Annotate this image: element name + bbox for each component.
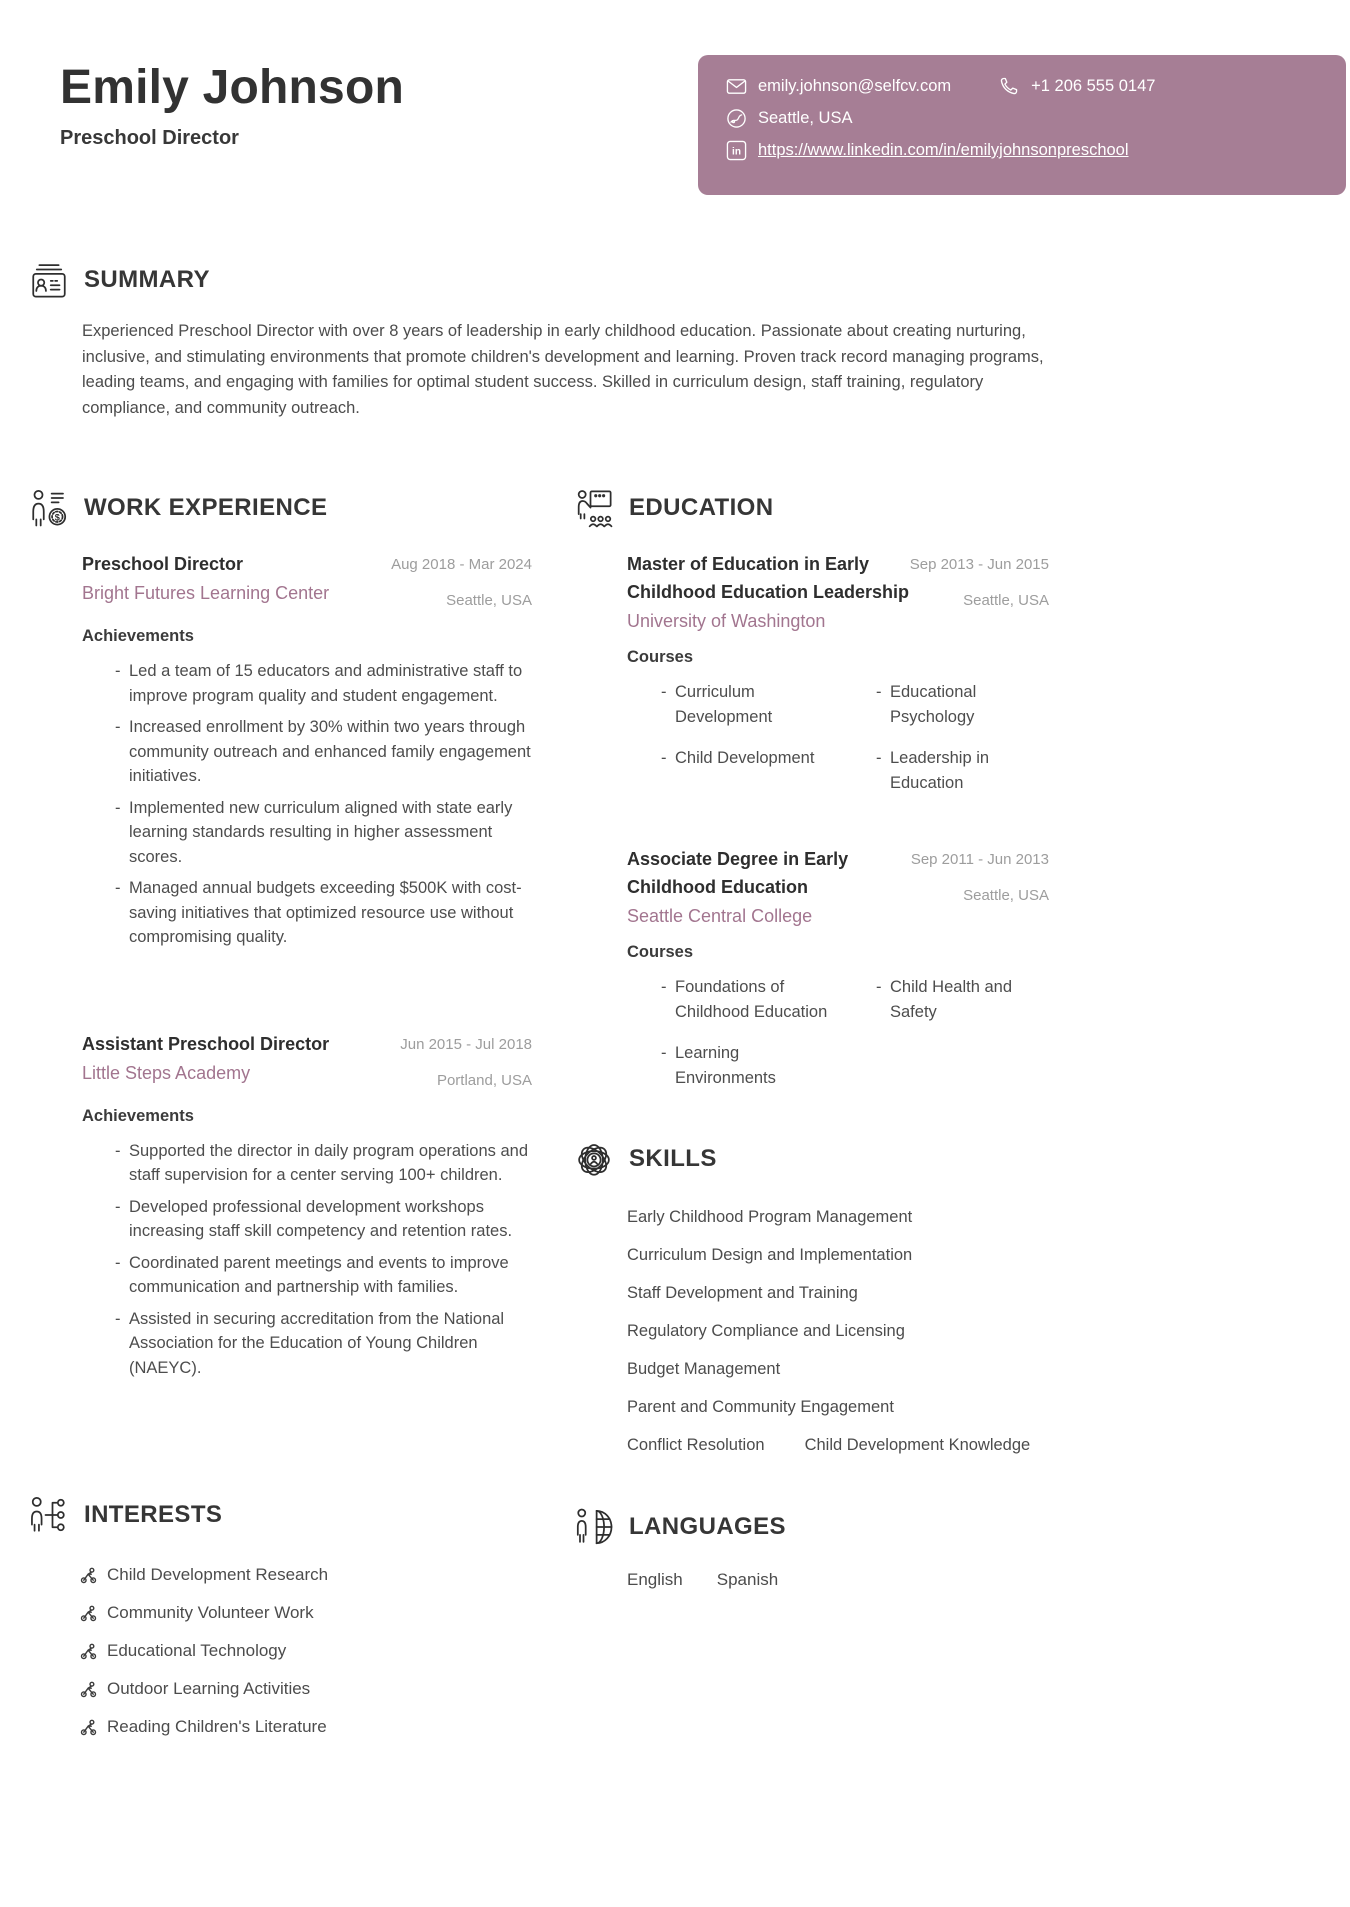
achievements-label: Achievements bbox=[82, 627, 194, 645]
school-name: University of Washington bbox=[627, 611, 826, 631]
skills-icon bbox=[573, 1136, 615, 1182]
bullet-dash: - bbox=[876, 978, 882, 996]
achievement-item: - Implemented new curriculum aligned with state early learning standards resulting in higher assessment scores. bbox=[115, 796, 532, 870]
bullet-dash: - bbox=[661, 749, 667, 767]
skill-item: Early Childhood Program Management bbox=[627, 1207, 913, 1226]
skill-line bbox=[627, 1426, 1049, 1464]
svg-text:in: in bbox=[732, 146, 741, 158]
skill-line bbox=[627, 1388, 1049, 1426]
jobs-list bbox=[82, 550, 532, 1380]
course-item: - Leadership in Education bbox=[876, 746, 1050, 795]
education-header bbox=[627, 550, 1049, 632]
bullet-dash: - bbox=[661, 978, 667, 996]
achievement-item: - Supported the director in daily program operations and staff supervision for a center serving 100+ children. bbox=[115, 1139, 532, 1188]
mail-icon bbox=[726, 76, 747, 97]
skill-line bbox=[627, 1236, 1049, 1274]
contact-row-2 bbox=[726, 108, 1326, 129]
skills-list bbox=[627, 1198, 1049, 1464]
achievement-item: - Developed professional development workshops increasing staff skill competency and retention rates. bbox=[115, 1195, 532, 1244]
globe-icon bbox=[726, 108, 747, 129]
language-item: Spanish bbox=[716, 1570, 779, 1589]
job-header bbox=[82, 550, 532, 611]
skill-item: Child Development Knowledge bbox=[804, 1435, 1031, 1454]
skills-heading: SKILLS bbox=[629, 1145, 717, 1172]
interest-item bbox=[80, 1594, 532, 1632]
main-content bbox=[0, 257, 1350, 1746]
interest-label: Reading Children's Literature bbox=[107, 1717, 327, 1736]
education-location: Seattle, USA bbox=[963, 887, 1049, 904]
summary-text: Experienced Preschool Director with over 8 years of leadership in early childhood education. Passionate about creating nurturing, inclusive, and stimulating environments that promote children's development and learning. Proven track record managing programs, leading teams, and engaging with families for optimal student success. Skilled in curriculum design, staff training, regulatory compliance, and community outreach. bbox=[82, 322, 1044, 417]
job-dates: Aug 2018 - Mar 2024 bbox=[391, 556, 532, 573]
person-name: Emily Johnson bbox=[60, 61, 404, 114]
languages-section bbox=[573, 1504, 1049, 1590]
course-item: - Foundations of Childhood Education bbox=[661, 975, 835, 1024]
interests-icon bbox=[28, 1492, 70, 1538]
interest-item bbox=[80, 1556, 532, 1594]
contact-email-item bbox=[726, 76, 951, 97]
education-heading: EDUCATION bbox=[629, 494, 774, 521]
job-header bbox=[82, 1030, 532, 1091]
identity-block bbox=[60, 55, 404, 150]
course-item: - Curriculum Development bbox=[661, 680, 835, 729]
contact-card bbox=[698, 55, 1346, 195]
interest-label: Child Development Research bbox=[107, 1565, 329, 1584]
interest-bullet-icon bbox=[80, 1643, 97, 1660]
job-entry bbox=[82, 550, 532, 950]
school-name: Seattle Central College bbox=[627, 906, 813, 926]
interest-bullet-icon bbox=[80, 1719, 97, 1736]
summary-icon bbox=[28, 257, 70, 303]
course-row bbox=[661, 746, 1049, 795]
interest-label: Educational Technology bbox=[107, 1641, 287, 1660]
course-item: - Educational Psychology bbox=[876, 680, 1050, 729]
bullet-dash: - bbox=[115, 1309, 121, 1328]
work-heading-row bbox=[28, 485, 532, 531]
achievement-item: - Coordinated parent meetings and events to improve communication and partnership with families. bbox=[115, 1251, 532, 1300]
course-row bbox=[661, 1041, 1049, 1090]
course-row bbox=[661, 680, 1049, 729]
skill-line bbox=[627, 1350, 1049, 1388]
bullet-dash: - bbox=[115, 879, 121, 897]
degree-title: Master of Education in Early Childhood Education Leadership bbox=[627, 554, 910, 602]
skill-item: Regulatory Compliance and Licensing bbox=[627, 1321, 905, 1340]
interest-bullet-icon bbox=[80, 1605, 97, 1622]
course-item: - Learning Environments bbox=[661, 1041, 835, 1090]
right-column bbox=[573, 485, 1049, 1590]
interest-item bbox=[80, 1670, 532, 1708]
contact-row-1 bbox=[726, 76, 1326, 97]
summary-section bbox=[28, 257, 1350, 421]
interest-bullet-icon bbox=[80, 1681, 97, 1698]
interest-label: Community Volunteer Work bbox=[107, 1603, 314, 1622]
bullet-dash: - bbox=[115, 1253, 121, 1272]
contact-phone-item bbox=[999, 76, 1155, 97]
interests-heading-row bbox=[28, 1492, 532, 1538]
job-location: Seattle, USA bbox=[446, 592, 532, 609]
education-entry bbox=[627, 845, 1049, 1090]
linkedin-icon bbox=[726, 140, 747, 161]
course-item: - Child Health and Safety bbox=[876, 975, 1050, 1024]
languages-heading: LANGUAGES bbox=[629, 1513, 786, 1540]
skill-item: Conflict Resolution bbox=[627, 1435, 765, 1454]
job-title: Assistant Preschool Director bbox=[82, 1033, 330, 1054]
bullet-dash: - bbox=[661, 1044, 667, 1062]
skill-item: Staff Development and Training bbox=[627, 1283, 858, 1302]
job-title: Preschool Director bbox=[82, 554, 244, 574]
contact-email: emily.johnson@selfcv.com bbox=[758, 77, 952, 95]
languages-list bbox=[627, 1570, 1049, 1590]
languages-heading-row bbox=[573, 1504, 1049, 1550]
summary-heading-row bbox=[28, 257, 1350, 303]
interest-item bbox=[80, 1708, 532, 1746]
skill-item: Parent and Community Engagement bbox=[627, 1397, 894, 1416]
education-icon bbox=[573, 485, 615, 531]
work-experience-section bbox=[28, 485, 532, 1380]
course-row bbox=[661, 975, 1049, 1024]
phone-icon bbox=[999, 76, 1020, 97]
contact-phone: +1 206 555 0147 bbox=[1031, 77, 1156, 95]
courses-label: Courses bbox=[627, 648, 694, 666]
bullet-dash: - bbox=[115, 718, 121, 736]
work-experience-icon bbox=[28, 485, 70, 531]
job-location: Portland, USA bbox=[436, 1071, 532, 1089]
achievement-item: - Led a team of 15 educators and administrative staff to improve program quality and student engagement. bbox=[115, 659, 532, 708]
skills-heading-row bbox=[573, 1136, 1049, 1182]
education-heading-row bbox=[573, 485, 1049, 531]
skill-item: Budget Management bbox=[627, 1359, 781, 1378]
education-dates: Sep 2011 - Jun 2013 bbox=[910, 851, 1049, 868]
contact-location-item bbox=[726, 108, 852, 129]
bullet-dash: - bbox=[115, 662, 121, 680]
education-dates: Sep 2013 - Jun 2015 bbox=[909, 556, 1049, 573]
person-title: Preschool Director bbox=[60, 127, 239, 150]
header bbox=[0, 0, 1350, 195]
bullet-dash: - bbox=[876, 749, 882, 767]
interest-item bbox=[80, 1632, 532, 1670]
summary-heading: SUMMARY bbox=[84, 266, 210, 293]
interest-label: Outdoor Learning Activities bbox=[107, 1679, 311, 1698]
education-list bbox=[627, 550, 1049, 1090]
bullet-dash: - bbox=[876, 683, 882, 701]
job-entry bbox=[82, 1030, 532, 1381]
skill-line bbox=[627, 1312, 1049, 1350]
job-dates: Jun 2015 - Jul 2018 bbox=[400, 1035, 532, 1053]
bullet-dash: - bbox=[115, 798, 121, 817]
achievement-item: - Assisted in securing accreditation from the National Association for the Education of Young Children (NAEYC). bbox=[115, 1307, 532, 1381]
job-company: Little Steps Academy bbox=[82, 1062, 251, 1083]
education-location: Seattle, USA bbox=[963, 592, 1049, 609]
interests-heading: INTERESTS bbox=[84, 1501, 223, 1528]
left-column bbox=[28, 485, 532, 1746]
achievements-list bbox=[115, 1139, 532, 1381]
skill-item: Curriculum Design and Implementation bbox=[627, 1245, 913, 1264]
svg-text:$: $ bbox=[54, 512, 60, 523]
work-heading: WORK EXPERIENCE bbox=[84, 494, 328, 521]
contact-location: Seattle, USA bbox=[758, 109, 853, 127]
interest-bullet-icon bbox=[80, 1567, 97, 1584]
achievements-label: Achievements bbox=[82, 1106, 194, 1125]
education-header bbox=[627, 845, 1049, 927]
skills-section bbox=[573, 1136, 1049, 1464]
skill-line bbox=[627, 1274, 1049, 1312]
education-section bbox=[573, 485, 1049, 1090]
bullet-dash: - bbox=[115, 1141, 121, 1160]
achievement-item: - Increased enrollment by 30% within two years through community outreach and enhanced family engagement initiatives. bbox=[115, 715, 532, 789]
language-item: English bbox=[627, 1570, 683, 1589]
interests-list bbox=[80, 1556, 532, 1746]
contact-linkedin-item bbox=[726, 140, 1129, 161]
languages-icon bbox=[573, 1504, 615, 1550]
linkedin-link[interactable]: https://www.linkedin.com/in/emilyjohnsonpreschool bbox=[758, 141, 1129, 159]
interests-section bbox=[28, 1492, 532, 1746]
achievement-item: - Managed annual budgets exceeding $500K with cost-saving initiatives that optimized resource use without compromising quality. bbox=[115, 876, 532, 950]
degree-title: Associate Degree in Early Childhood Education bbox=[627, 849, 849, 897]
course-item: - Child Development bbox=[661, 746, 835, 795]
achievements-list bbox=[115, 659, 532, 950]
bullet-dash: - bbox=[115, 1197, 121, 1216]
columns bbox=[28, 485, 1350, 1746]
contact-row-3 bbox=[726, 140, 1326, 161]
bullet-dash: - bbox=[661, 683, 667, 701]
job-company: Bright Futures Learning Center bbox=[82, 583, 330, 603]
skill-line bbox=[627, 1198, 1049, 1236]
courses-label: Courses bbox=[627, 943, 694, 961]
education-entry bbox=[627, 550, 1049, 795]
